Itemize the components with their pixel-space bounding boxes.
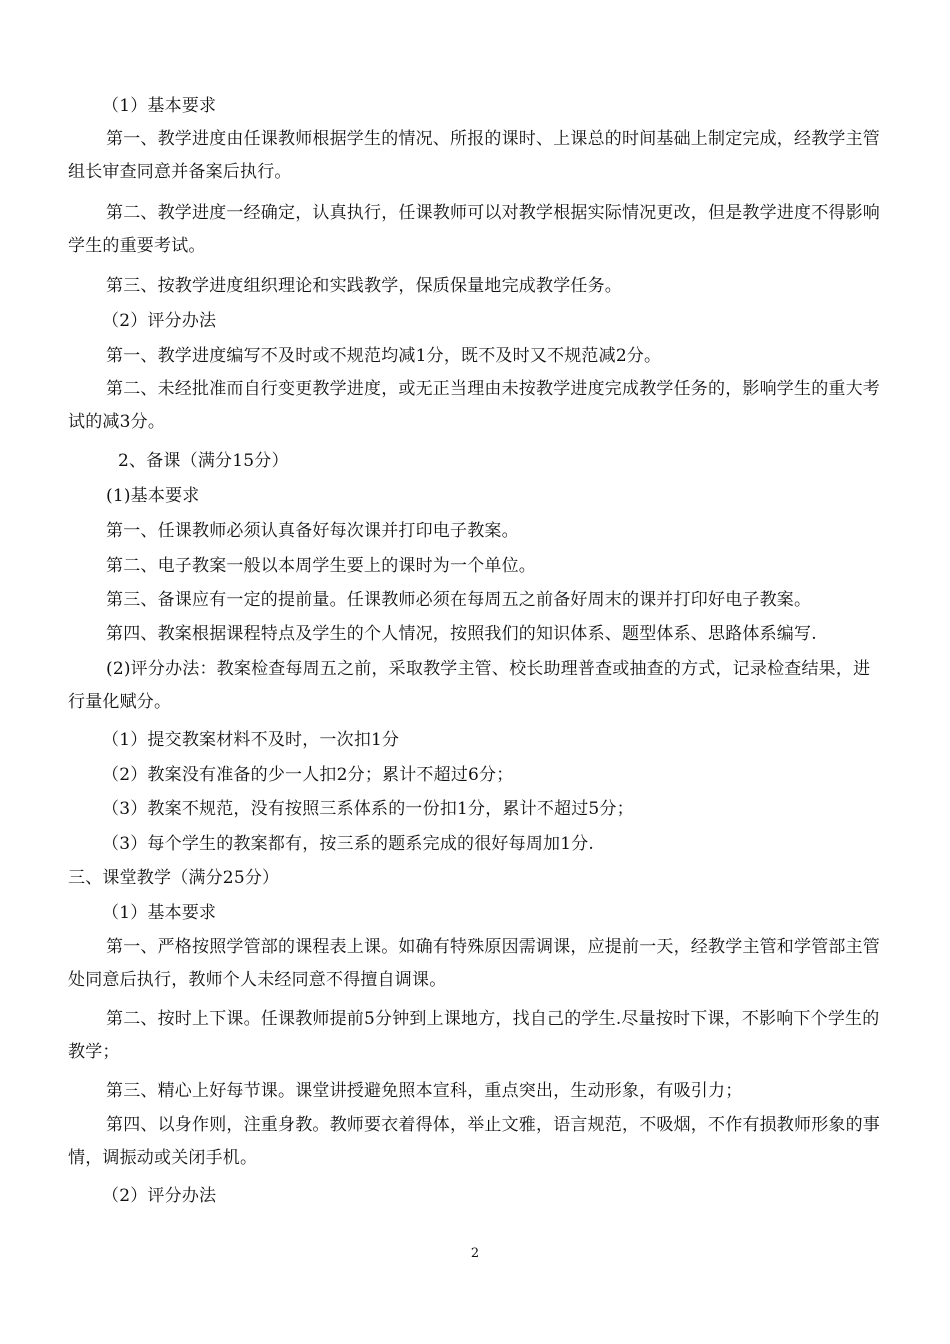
paragraph: 第三、精心上好每节课。课堂讲授避免照本宣科，重点突出，生动形象，有吸引力； [106,1081,743,1101]
paragraph: 第二、电子教案一般以本周学生要上的课时为一个单位。 [106,556,536,576]
paragraph: 第四、教案根据课程特点及学生的个人情况，按照我们的知识体系、题型体系、思路体系编写. [106,624,817,644]
page-number: 2 [470,1246,480,1261]
paragraph: 第二、教学进度一经确定，认真执行，任课教师可以对教学根据实际情况更改，但是教学进度不得影响学生的重要考试。 [68,203,880,256]
paragraph: 第三、备课应有一定的提前量。任课教师必须在每周五之前备好周末的课并打印好电子教案。 [106,590,812,610]
paragraph: 第一、严格按照学管部的课程表上课。如确有特殊原因需调课，应提前一天，经教学主管和学管部主管处同意后执行，教师个人未经同意不得擅自调课。 [68,937,880,990]
paragraph: 第四、以身作则，注重身教。教师要衣着得体，举止文雅，语言规范，不吸烟，不作有损教师形象的事情，调振动或关闭手机。 [68,1115,880,1168]
list-item: （1）提交教案材料不及时，一次扣1分 [102,730,400,750]
section-heading-lesson-prep: 2、备课（满分15分） [118,451,289,471]
section-heading-classroom-teaching: 三、课堂教学（满分25分） [68,868,280,888]
paragraph: 第三、按教学进度组织理论和实践教学，保质保量地完成教学任务。 [106,276,622,296]
heading-basic-requirements: （1）基本要求 [102,96,217,116]
heading-scoring-method: （2）评分办法 [102,311,217,331]
list-item: （3）每个学生的教案都有，按三系的题系完成的很好每周加1分. [102,834,595,854]
heading-basic-requirements: （1）基本要求 [102,903,217,923]
paragraph: 第二、未经批准而自行变更教学进度，或无正当理由未按教学进度完成教学任务的，影响学生的重大考试的减3分。 [68,379,880,432]
paragraph: 第二、按时上下课。任课教师提前5分钟到上课地方，找自己的学生.尽量按时下课，不影响下个学生的教学； [68,1009,880,1062]
paragraph: 第一、教学进度编写不及时或不规范均减1分，既不及时又不规范减2分。 [106,346,662,366]
paragraph: 第一、教学进度由任课教师根据学生的情况、所报的课时、上课总的时间基础上制定完成，经教学主管组长审查同意并备案后执行。 [68,129,880,182]
paragraph: 第一、任课教师必须认真备好每次课并打印电子教案。 [106,521,519,541]
heading-basic-requirements: (1)基本要求 [106,486,200,506]
list-item: （2）教案没有准备的少一人扣2分；累计不超过6分； [102,765,514,785]
list-item: （3）教案不规范，没有按照三系体系的一份扣1分，累计不超过5分； [102,799,634,819]
paragraph: (2)评分办法：教案检查每周五之前，采取教学主管、校长助理普查或抽查的方式，记录检查结果，进行量化赋分。 [68,659,871,712]
heading-scoring-method: （2）评分办法 [102,1186,217,1206]
